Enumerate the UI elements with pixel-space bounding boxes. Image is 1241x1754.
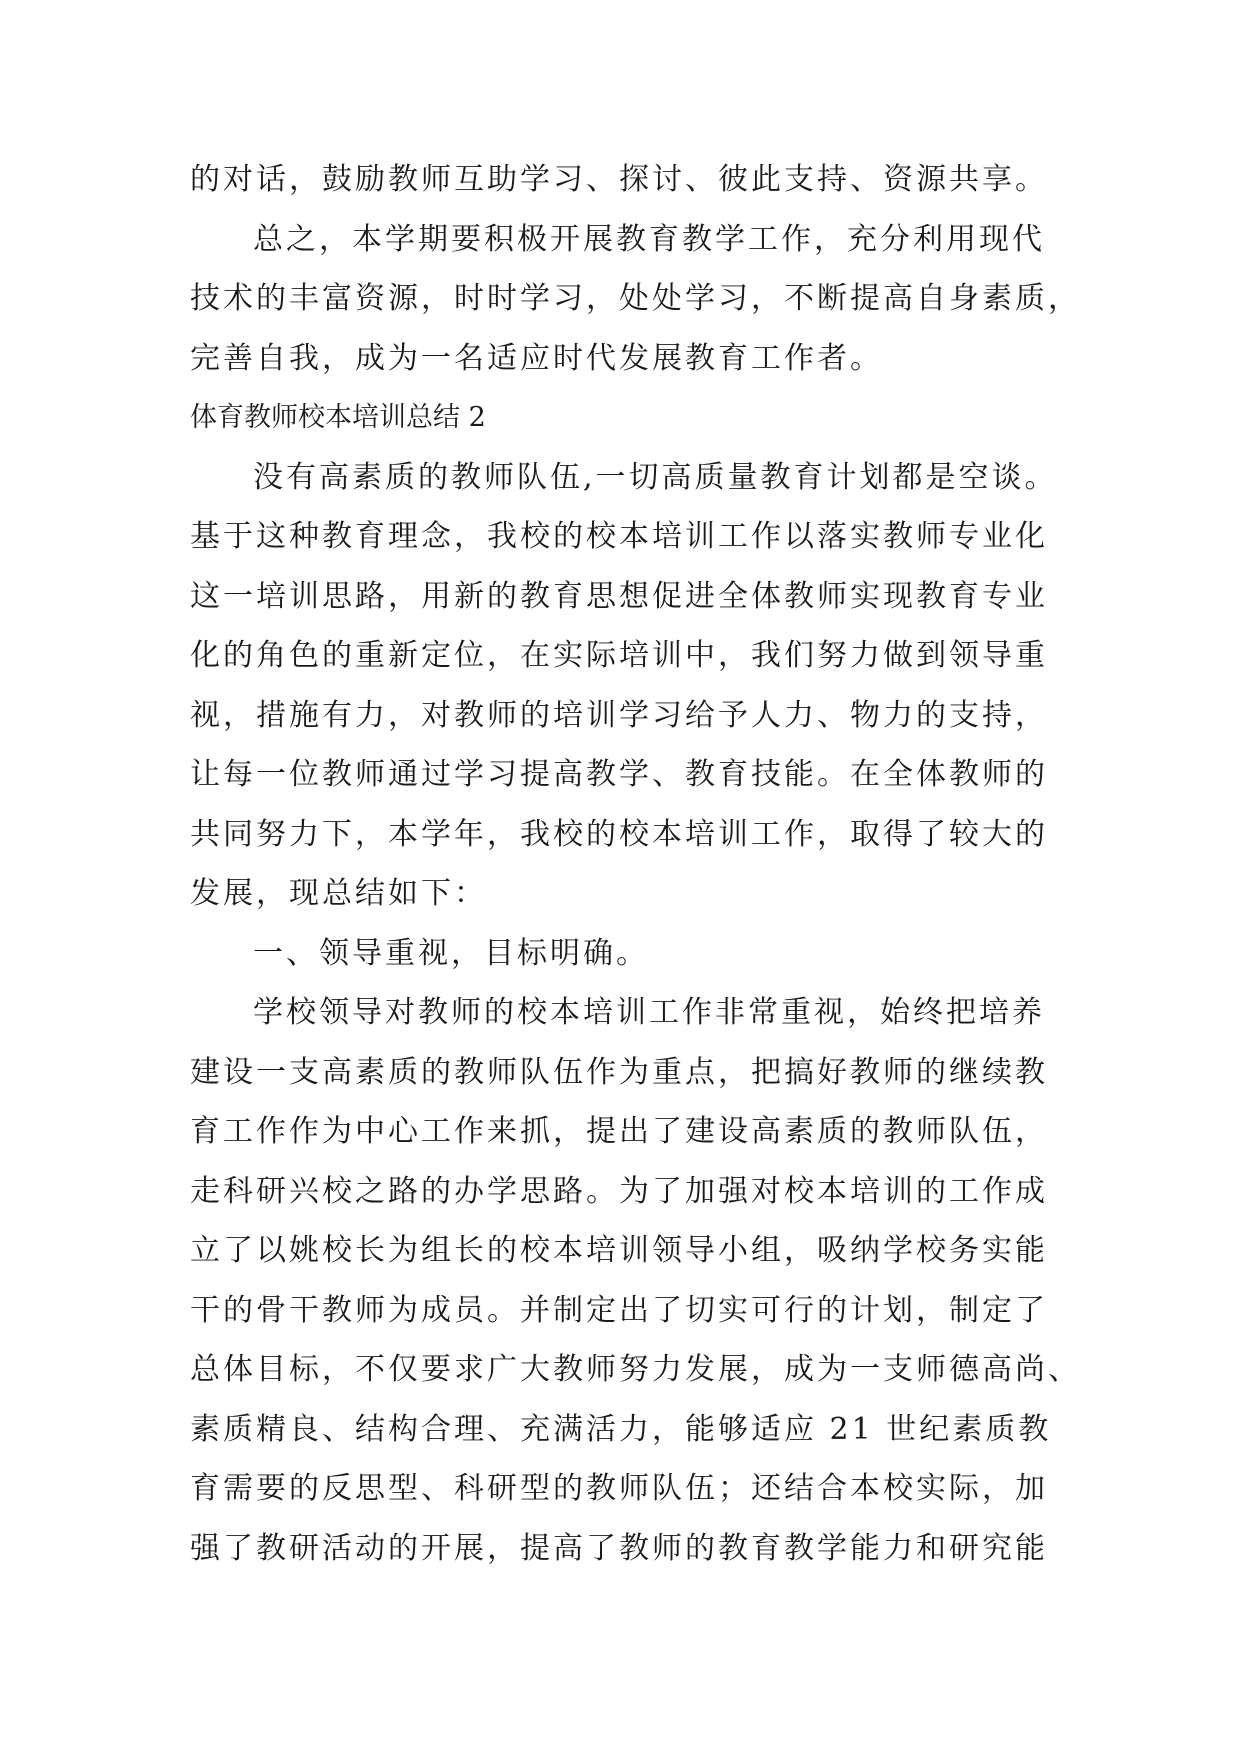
body-text-line: 视，措施有力，对教师的培训学习给予人力、物力的支持，: [190, 697, 1048, 733]
body-text-line: 立了以姚校长为组长的校本培训领导小组，吸纳学校务实能: [190, 1233, 1048, 1268]
body-text-line: 的对话，鼓励教师互助学习、探讨、彼此支持、资源共享。: [190, 162, 1048, 197]
subsection-heading: 一、领导重视，目标明确。: [253, 935, 649, 971]
body-text-line: 走科研兴校之路的办学思路。为了加强对校本培训的工作成: [190, 1173, 1048, 1209]
paragraph-first-line: 没有高素质的教师队伍,一切高质量教育计划都是空谈。: [253, 459, 1058, 495]
body-text-line: 这一培训思路，用新的教育思想促进全体教师实现教育专业: [190, 578, 1048, 614]
body-text-line: 建设一支高素质的教师队伍作为重点，把搞好教师的继续教: [190, 1054, 1048, 1090]
body-text-line: 让每一位教师通过学习提高教学、教育技能。在全体教师的: [190, 757, 1048, 792]
paragraph-first-line: 学校领导对教师的校本培训工作非常重视，始终把培养: [253, 995, 1045, 1030]
body-text-line: 强了教研活动的开展，提高了教师的教育教学能力和研究能: [190, 1530, 1048, 1566]
body-text-line: 育工作作为中心工作来抓，提出了建设高素质的教师队伍，: [190, 1114, 1048, 1149]
body-text-line: 发展，现总结如下：: [190, 876, 487, 911]
body-text-line: 素质精良、结构合理、充满活力，能够适应 21 世纪素质教: [190, 1411, 1052, 1447]
body-text-line: 化的角色的重新定位，在实际培训中，我们努力做到领导重: [190, 638, 1048, 673]
paragraph-first-line: 总之，本学期要积极开展教育教学工作，充分利用现代: [253, 221, 1045, 257]
body-text-line: 共同努力下，本学年，我校的校本培训工作，取得了较大的: [190, 816, 1048, 852]
body-text-line: 总体目标，不仅要求广大教师努力发展，成为一支师德高尚、: [190, 1352, 1081, 1387]
body-text-line: 基于这种教育理念，我校的校本培训工作以落实教师专业化: [190, 519, 1048, 554]
body-text-line: 完善自我，成为一名适应时代发展教育工作者。: [190, 340, 883, 376]
body-text-line: 技术的丰富资源，时时学习，处处学习，不断提高自身素质，: [190, 281, 1081, 316]
document-body: [190, 150, 1081, 1578]
body-text-line: 干的骨干教师为成员。并制定出了切实可行的计划，制定了: [190, 1292, 1048, 1328]
section-heading: 体育教师校本培训总结 2: [190, 402, 486, 433]
body-text-line: 育需要的反思型、科研型的教师队伍；还结合本校实际，加: [190, 1471, 1048, 1506]
